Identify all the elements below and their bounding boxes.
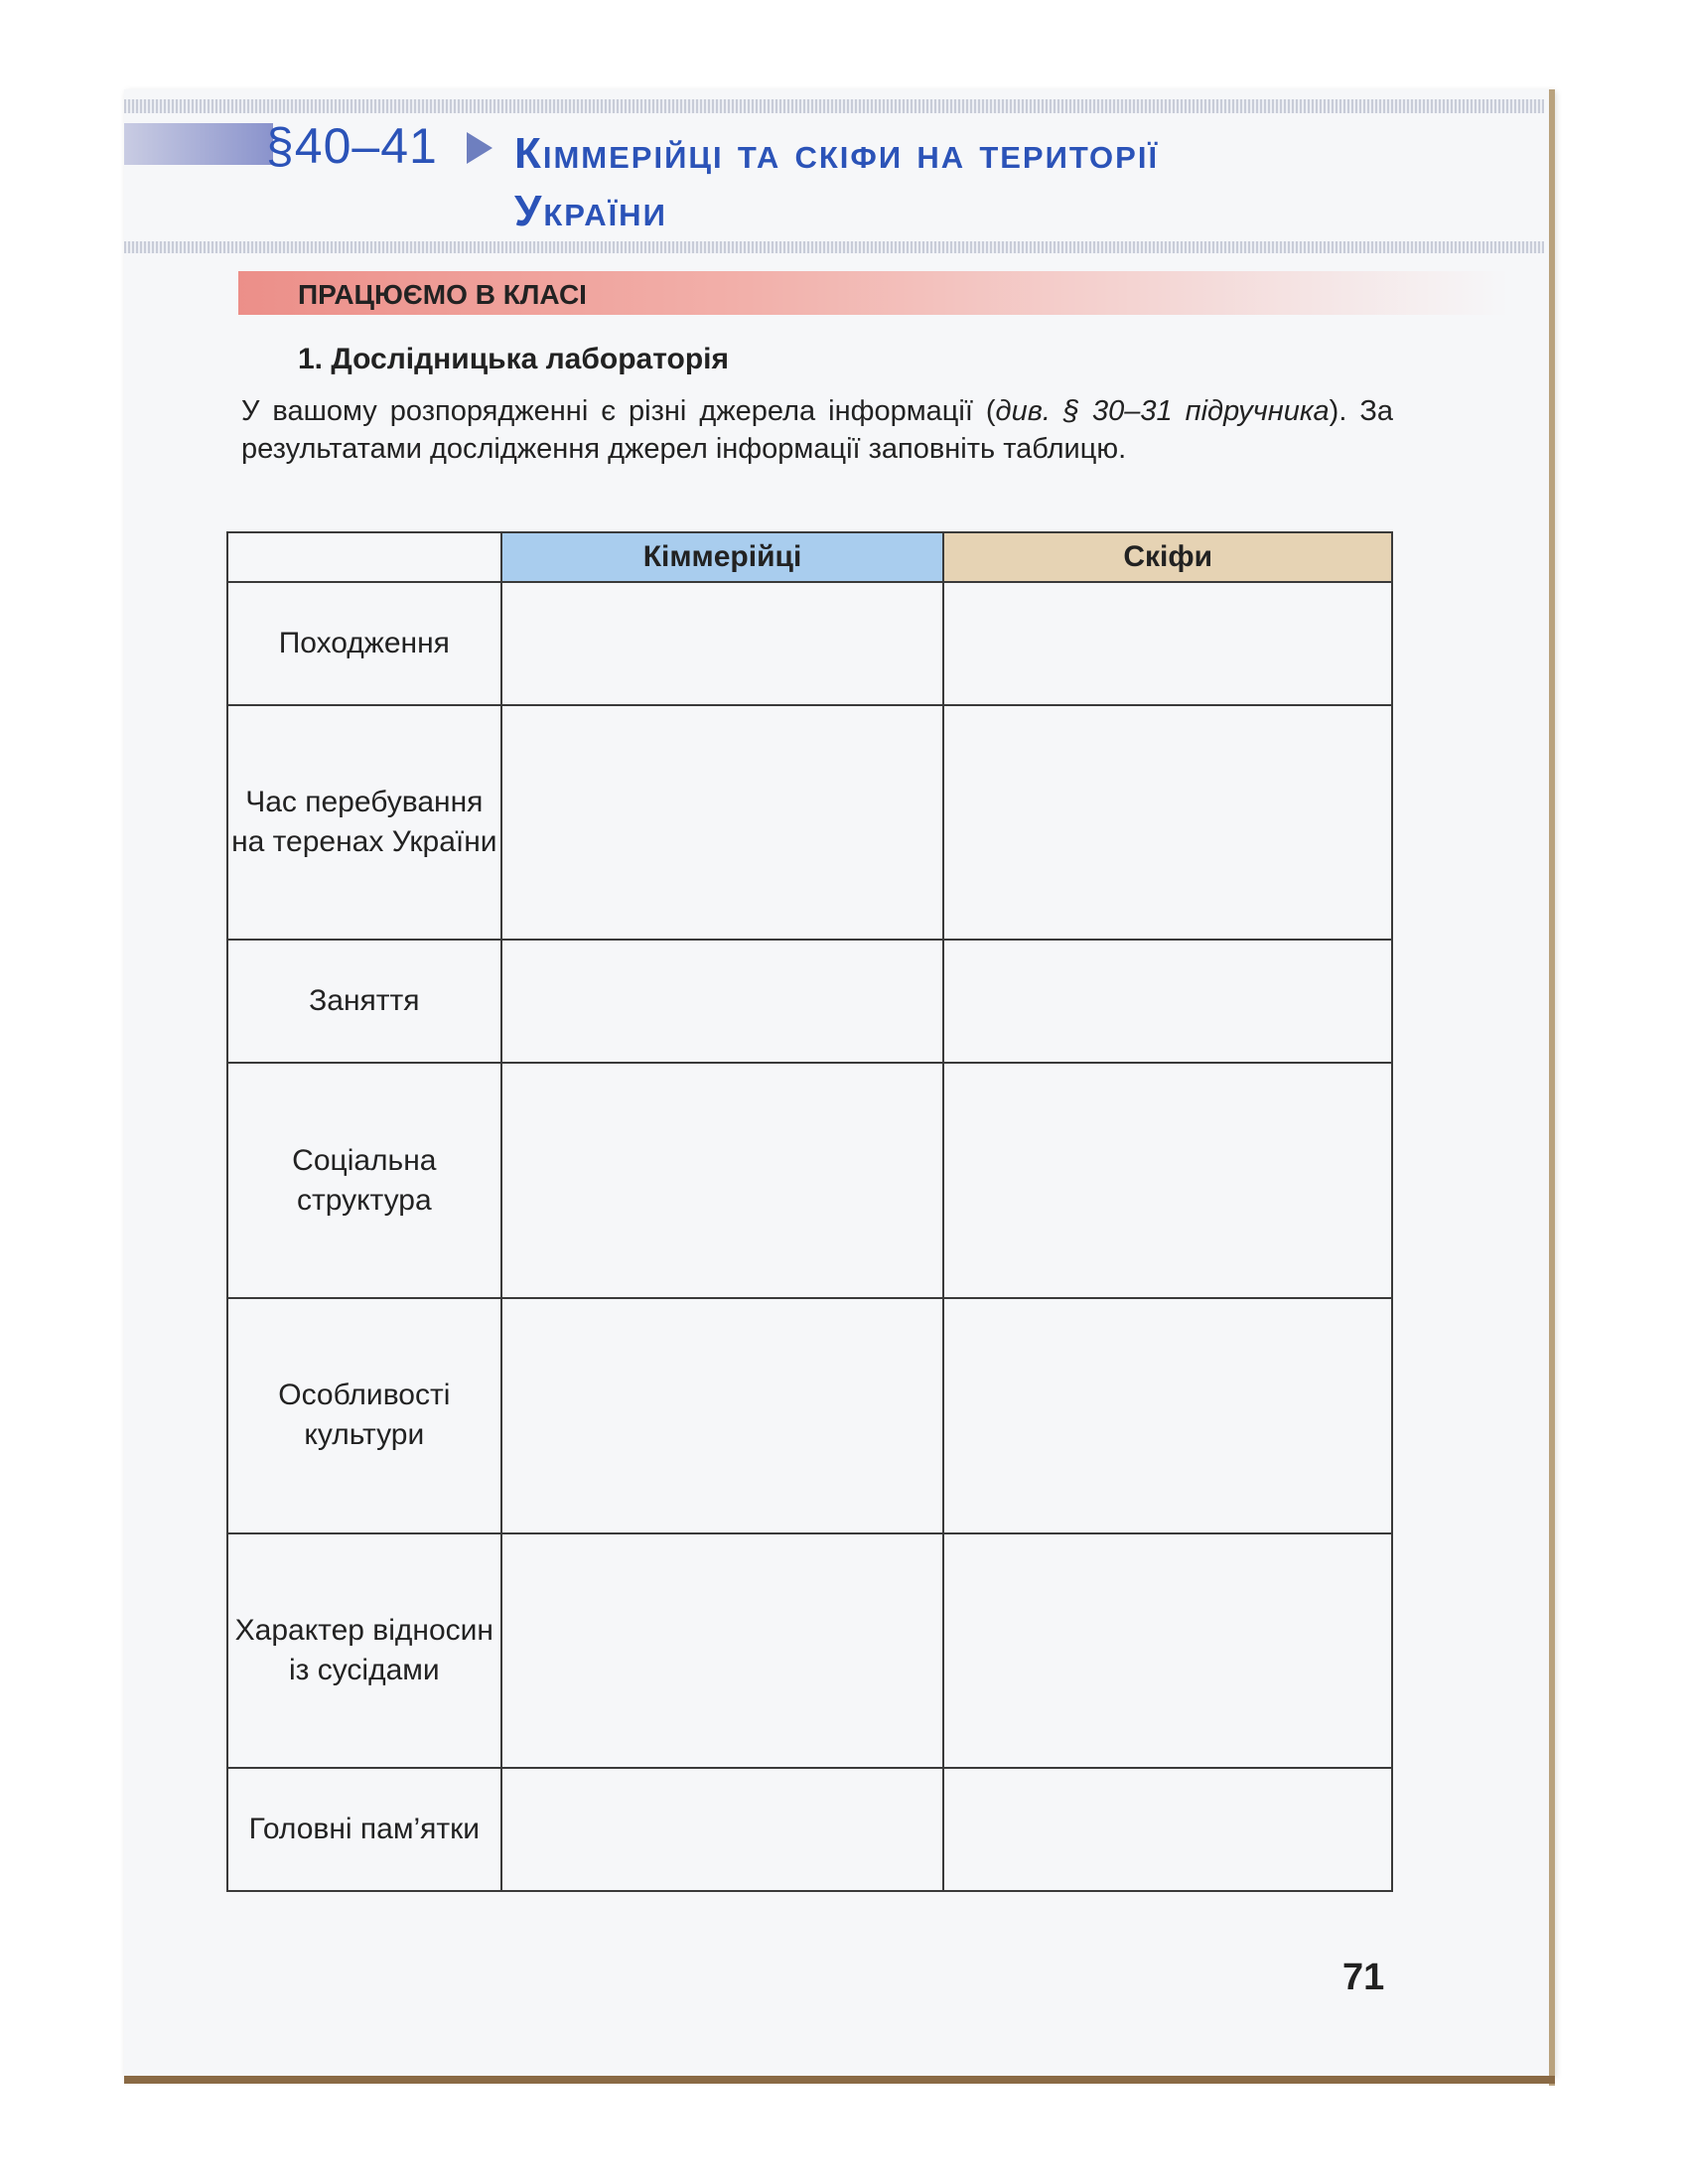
task-text-part2: ). За результатами дослідження джерел інформації заповніть таблицю. (241, 395, 1394, 465)
page-title-line2: України (514, 187, 667, 235)
cell-scythians-neighbours[interactable] (943, 1533, 1392, 1769)
row-label-origin: Походження (227, 582, 501, 705)
cell-kimmerians-origin[interactable] (501, 582, 944, 705)
table-row (227, 940, 1392, 1063)
table-header-scythians: Скіфи (943, 532, 1392, 582)
page-edge-bottom (124, 2076, 1555, 2084)
task-text-reference: див. § 30–31 підручника (995, 395, 1330, 427)
page-edge (1549, 89, 1555, 2086)
section-number: §40–41 (266, 118, 438, 174)
cell-scythians-occupations[interactable] (943, 940, 1392, 1063)
header-rule-top (124, 99, 1544, 113)
table-header-kimmerians: Кіммерійці (501, 532, 944, 582)
cell-scythians-origin[interactable] (943, 582, 1392, 705)
task-text (241, 392, 1393, 468)
cell-scythians-monuments[interactable] (943, 1768, 1392, 1891)
cell-kimmerians-neighbours[interactable] (501, 1533, 944, 1769)
cell-scythians-culture[interactable] (943, 1298, 1392, 1533)
table-row (227, 705, 1392, 941)
table-row (227, 1533, 1392, 1769)
row-label-monuments: Головні пам’ятки (227, 1768, 501, 1891)
task-title: 1. Дослідницька лабораторія (298, 343, 730, 375)
table-header-row (227, 532, 1392, 582)
table-header-empty (227, 532, 501, 582)
page-number: 71 (1342, 1957, 1385, 1998)
table-row (227, 1298, 1392, 1533)
cell-scythians-period[interactable] (943, 705, 1392, 941)
comparison-table (226, 531, 1393, 1892)
table-row (227, 582, 1392, 705)
cell-kimmerians-period[interactable] (501, 705, 944, 941)
section-label: ПРАЦЮЄМО В КЛАСІ (298, 279, 587, 310)
page-title (514, 125, 1507, 240)
cell-kimmerians-occupations[interactable] (501, 940, 944, 1063)
row-label-culture: Особливості культури (227, 1298, 501, 1533)
cell-kimmerians-monuments[interactable] (501, 1768, 944, 1891)
table-row (227, 1063, 1392, 1298)
row-label-social: Соціальна структура (227, 1063, 501, 1298)
row-label-neighbours: Характер відносин із сусідами (227, 1533, 501, 1769)
cell-kimmerians-culture[interactable] (501, 1298, 944, 1533)
table-row (227, 1768, 1392, 1891)
row-label-period: Час перебування на теренах України (227, 705, 501, 941)
task-text-part1: У вашому розпорядженні є різні джерела інформації ( (241, 395, 996, 427)
header-band (124, 123, 273, 165)
arrow-icon (467, 132, 492, 164)
cell-kimmerians-social[interactable] (501, 1063, 944, 1298)
page-title-line1: Кіммерійці та скіфи на території (514, 129, 1160, 178)
row-label-occupations: Заняття (227, 940, 501, 1063)
cell-scythians-social[interactable] (943, 1063, 1392, 1298)
header-rule-bottom (124, 241, 1544, 253)
